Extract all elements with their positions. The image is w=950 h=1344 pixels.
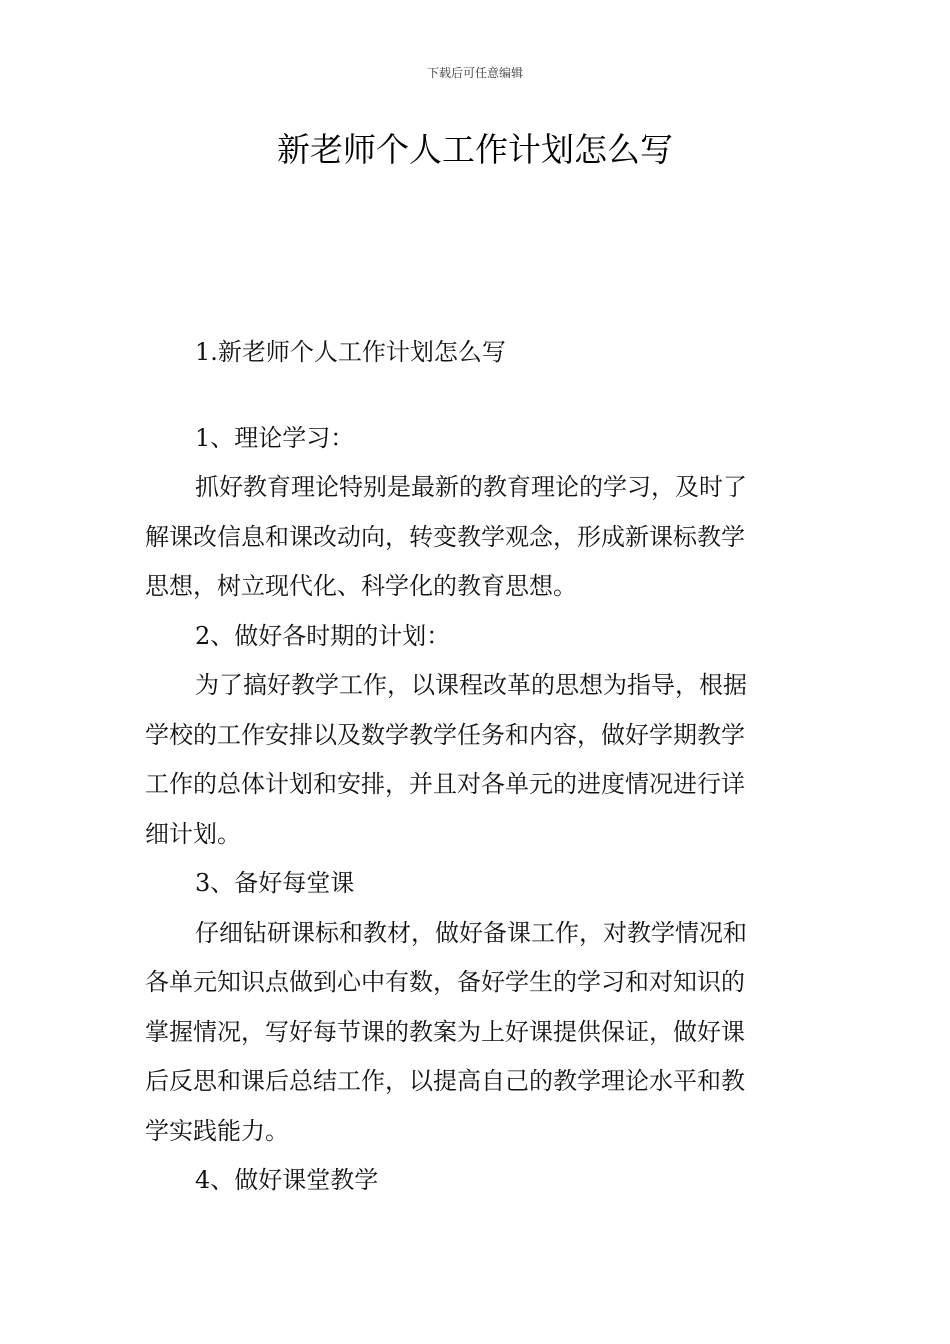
page-header-note: 下载后可任意编辑 — [426, 66, 523, 80]
paragraph-spacer — [145, 378, 807, 414]
document-title: 新老师个人工作计划怎么写 — [277, 130, 673, 169]
section-heading: 1.新老师个人工作计划怎么写 — [195, 338, 506, 366]
item-heading-3: 3、备好每堂课 — [195, 869, 355, 897]
paragraph-line: 后反思和课后总结工作，以提高自己的教学理论水平和教 — [145, 1067, 745, 1095]
paragraph-line: 解课改信息和课改动向，转变教学观念，形成新课标教学 — [145, 522, 745, 551]
item-heading-2: 2、做好各时期的计划： — [195, 621, 451, 650]
paragraph-line: 抓好教育理论特别是最新的教育理论的学习，及时了 — [195, 473, 747, 501]
paragraph-line: 学实践能力。 — [145, 1116, 289, 1145]
document-body — [145, 328, 807, 1206]
paragraph-line: 细计划。 — [145, 819, 241, 848]
paragraph-line: 工作的总体计划和安排，并且对各单元的进度情况进行详 — [145, 770, 745, 798]
paragraph-line: 各单元知识点做到心中有数，备好学生的学习和对知识的 — [145, 968, 745, 996]
item-heading-1: 1、理论学习： — [195, 423, 355, 452]
item-heading-4: 4、做好课堂教学 — [195, 1166, 379, 1194]
paragraph-line: 为了搞好教学工作，以课程改革的思想为指导，根据 — [195, 671, 747, 699]
paragraph-line: 掌握情况，写好每节课的教案为上好课提供保证，做好课 — [145, 1017, 745, 1046]
paragraph-line: 思想，树立现代化、科学化的教育思想。 — [145, 572, 577, 600]
paragraph-line: 仔细钻研课标和教材，做好备课工作，对教学情况和 — [195, 918, 747, 947]
paragraph-line: 学校的工作安排以及数学教学任务和内容，做好学期教学 — [145, 720, 745, 749]
